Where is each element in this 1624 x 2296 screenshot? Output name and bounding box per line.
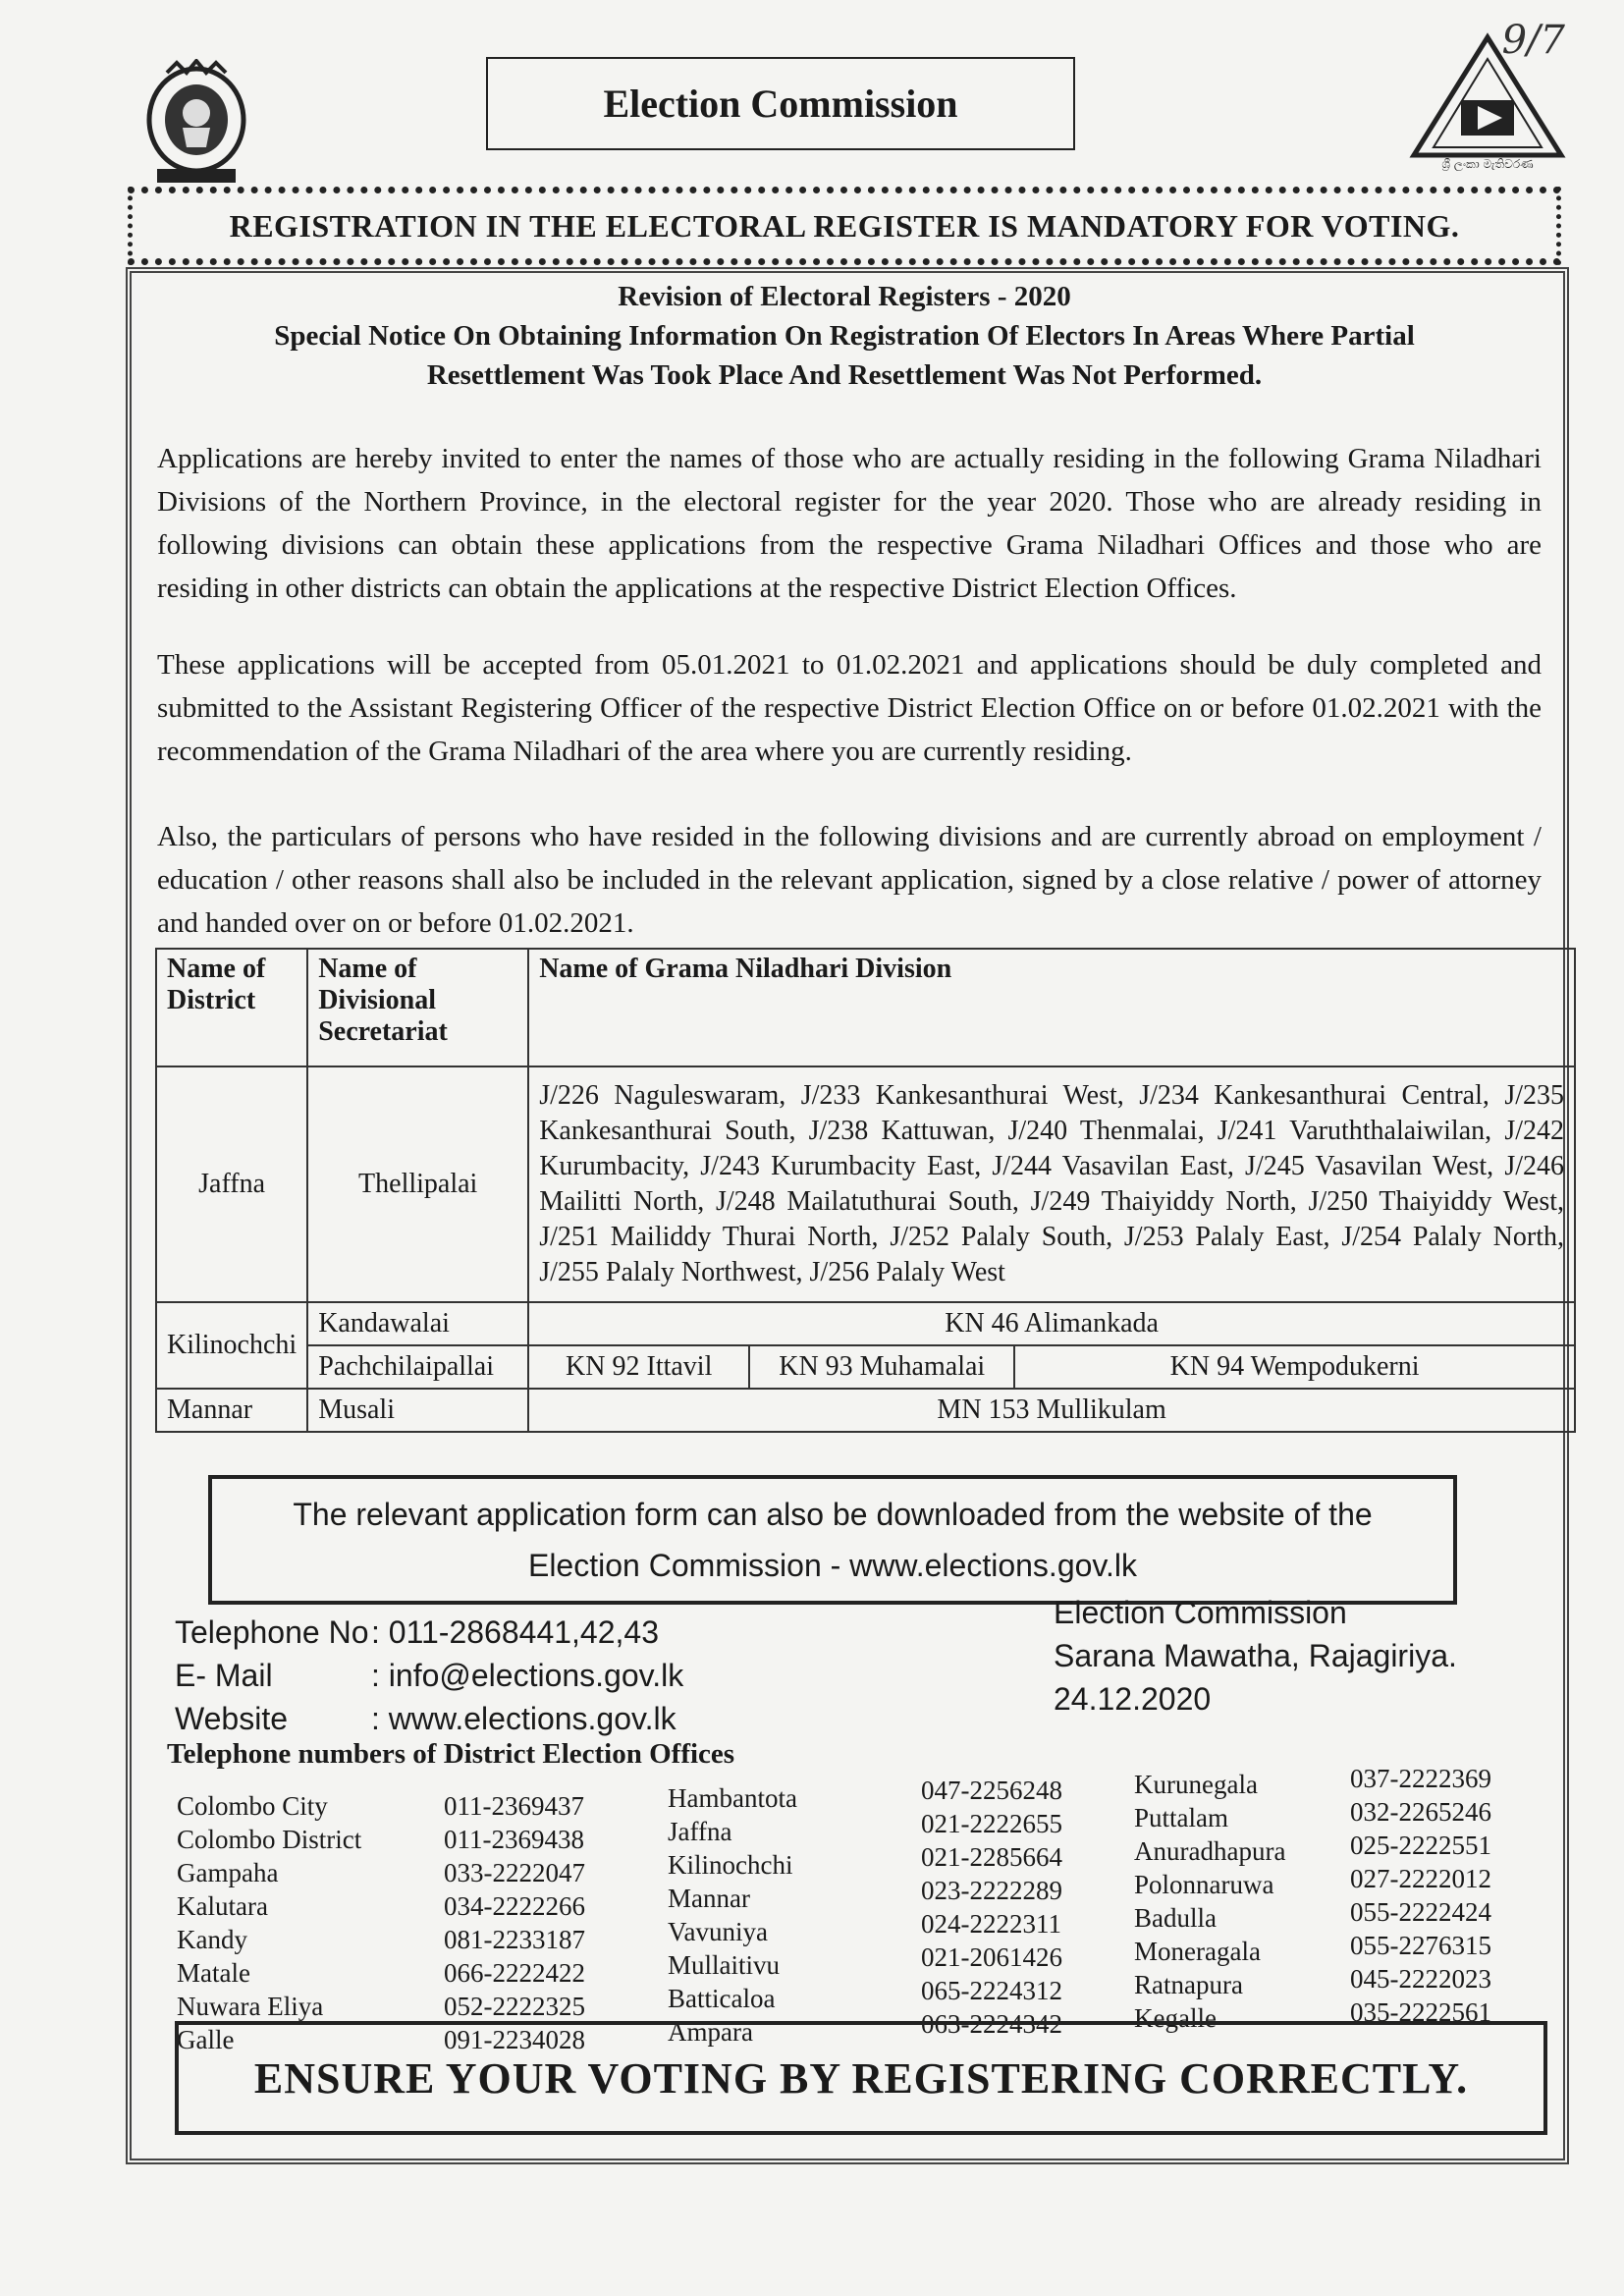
office-phones-col-3	[1350, 1762, 1546, 2029]
secretariat-kandawalai: Kandawalai	[307, 1302, 528, 1345]
divisions-jaffna: J/226 Naguleswaram, J/233 Kankesanthurai West, J/234 Kankesanthurai Central, J/235 Kankesanthurai South, J/238 Kattuwan, J/240 Thenmalai, J/241 Varuththalaiwilan, J/242 Kurumbacity, J/243 Kurumbacity East, J/244 Vasavilan East, J/245 Vasavilan West, J/246 Mailitti North, J/248 Mailatuthurai South, J/249 Thaiyiddy North, J/250 Thaiyiddy West, J/251 Mailiddy Thurai North, J/252 Palaly South, J/253 Palaly East, J/254 Palaly North, J/255 Palaly Northwest, J/256 Palaly West	[528, 1066, 1575, 1302]
office-phone: 055-2276315	[1350, 1931, 1491, 1960]
office-phone: 011-2369438	[444, 1825, 584, 1854]
paragraph-invitation: Applications are hereby invited to enter the names of those who are actually residing in the following Grama Niladhari Divisions of the Northern Province, in the electoral register for the year 2020. Those who are already residing in following divisions can obtain these applications from the respective Grama Niladhari Offices and those who are residing in other districts can obtain the applications at the respective District Election Offices.	[157, 443, 1542, 604]
office-phone: 033-2222047	[444, 1858, 585, 1887]
election-commission-logo	[1404, 29, 1571, 172]
office-phones-col-2	[921, 1774, 1117, 2041]
office-phone: 037-2222369	[1350, 1764, 1491, 1793]
district-kilinochchi: Kilinochchi	[156, 1302, 307, 1389]
office-name: Jaffna	[668, 1817, 732, 1846]
page-title: Election Commission	[486, 57, 1075, 150]
office-phone: 021-2222655	[921, 1809, 1062, 1838]
download-notice-box	[208, 1475, 1457, 1605]
office-phone: 047-2256248	[921, 1776, 1062, 1805]
office-phone: 034-2222266	[444, 1891, 585, 1921]
division-kn46: KN 46 Alimankada	[528, 1302, 1575, 1345]
page-number: 9/7	[1501, 18, 1565, 63]
office-name: Galle	[177, 2025, 235, 2054]
office-phone: 027-2222012	[1350, 1864, 1491, 1893]
table-row	[156, 1389, 1575, 1432]
secretariat-thellipalai: Thellipalai	[307, 1066, 528, 1302]
office-phone: 052-2222325	[444, 1992, 585, 2021]
office-name: Colombo District	[177, 1825, 362, 1854]
national-emblem-logo	[137, 59, 255, 196]
division-kn94: KN 94 Wempodukerni	[1014, 1345, 1575, 1389]
contact-block	[175, 1611, 683, 1740]
header-district: Name of District	[156, 949, 307, 1066]
division-mn153: MN 153 Mullikulam	[528, 1389, 1575, 1432]
table-row	[156, 1345, 1575, 1389]
office-name: Colombo City	[177, 1791, 328, 1821]
email-label: E- Mail	[175, 1658, 273, 1693]
notice-subtitle-1: Special Notice On Obtaining Information On Registration Of Electors In Areas Where Partial	[274, 320, 1415, 352]
telephone-label: Telephone No	[175, 1614, 369, 1650]
office-phone: 066-2222422	[444, 1958, 585, 1988]
notice-title: Revision of Electoral Registers - 2020	[618, 281, 1071, 312]
office-name: Mullaitivu	[668, 1950, 780, 1980]
office-name: Vavuniya	[668, 1917, 768, 1946]
email-value[interactable]: : info@elections.gov.lk	[371, 1658, 684, 1693]
district-jaffna: Jaffna	[156, 1066, 307, 1302]
office-name: Kurunegala	[1134, 1770, 1258, 1799]
office-name: Puttalam	[1134, 1803, 1228, 1832]
division-kn92: KN 92 Ittavil	[528, 1345, 749, 1389]
address-line1: Election Commission	[1054, 1595, 1347, 1630]
website-label: Website	[175, 1701, 289, 1736]
office-name: Ampara	[668, 2017, 753, 2047]
secretariat-musali: Musali	[307, 1389, 528, 1432]
office-phones-col-1	[444, 1789, 640, 2056]
office-name: Kilinochchi	[668, 1850, 793, 1880]
office-names-col-2	[668, 1781, 864, 2049]
address-line2: Sarana Mawatha, Rajagiriya.	[1054, 1638, 1457, 1673]
office-phone: 011-2369437	[444, 1791, 584, 1821]
website-value[interactable]: : www.elections.gov.lk	[371, 1701, 677, 1736]
telephone-value: : 011-2868441,42,43	[371, 1614, 659, 1650]
office-name: Badulla	[1134, 1903, 1217, 1933]
header-secretariat: Name of Divisional Secretariat	[307, 949, 528, 1066]
secretariat-pachchilaipallai: Pachchilaipallai	[307, 1345, 528, 1389]
office-name: Kalutara	[177, 1891, 268, 1921]
office-name: Ratnapura	[1134, 1970, 1243, 1999]
office-name: Polonnaruwa	[1134, 1870, 1274, 1899]
office-name: Batticaloa	[668, 1984, 776, 2013]
download-notice-line2: Election Commission - www.elections.gov.lk	[527, 1548, 1138, 1583]
office-phone: 021-2285664	[921, 1842, 1062, 1872]
district-mannar: Mannar	[156, 1389, 307, 1432]
logo-caption: ශ්‍රී ලංකා මැතිවරණ	[1441, 157, 1534, 171]
table-row	[156, 1302, 1575, 1345]
office-name: Hambantota	[668, 1783, 797, 1813]
office-name: Gampaha	[177, 1858, 279, 1887]
office-name: Anuradhapura	[1134, 1836, 1286, 1866]
table-row	[156, 1066, 1575, 1302]
table-header-row	[156, 949, 1575, 1066]
paragraph-deadline: These applications will be accepted from 05.01.2021 to 01.02.2021 and applications should be duly completed and submitted to the Assistant Registering Officer of the respective District Election Office on or before 01.02.2021 with the recommendation of the Grama Niladhari of the area where you are currently residing.	[157, 649, 1542, 767]
office-phone: 023-2222289	[921, 1876, 1062, 1905]
mandatory-banner: REGISTRATION IN THE ELECTORAL REGISTER IS MANDATORY FOR VOTING.	[128, 187, 1561, 265]
office-phone: 024-2222311	[921, 1909, 1061, 1939]
footer-slogan: ENSURE YOUR VOTING BY REGISTERING CORRECTLY.	[175, 2021, 1547, 2135]
office-phone: 065-2224312	[921, 1976, 1062, 2005]
office-phone: 081-2233187	[444, 1925, 585, 1954]
office-phone: 045-2222023	[1350, 1964, 1491, 1994]
office-name: Matale	[177, 1958, 250, 1988]
office-phone: 021-2061426	[921, 1942, 1062, 1972]
office-name: Nuwara Eliya	[177, 1992, 324, 2021]
address-block	[1054, 1591, 1457, 1721]
notice-subtitle-2: Resettlement Was Took Place And Resettlement Was Not Performed.	[426, 359, 1263, 391]
division-kn93: KN 93 Muhamalai	[749, 1345, 1014, 1389]
office-name: Kandy	[177, 1925, 247, 1954]
office-names-col-3	[1134, 1768, 1330, 2035]
office-phone: 035-2222561	[1350, 1997, 1491, 2027]
gn-division-table	[155, 948, 1576, 1433]
office-names-col-1	[177, 1789, 412, 2056]
office-phone: 032-2265246	[1350, 1797, 1491, 1827]
office-phone: 055-2222424	[1350, 1897, 1491, 1927]
office-name: Kegalle	[1134, 2003, 1217, 2033]
address-date: 24.12.2020	[1054, 1681, 1212, 1717]
paragraph-abroad: Also, the particulars of persons who have resided in the following divisions and are currently abroad on employment / education / other reasons shall also be included in the relevant application, signed by a close relative / power of attorney and handed over on or before 01.02.2021.	[157, 821, 1542, 939]
header-gn-division: Name of Grama Niladhari Division	[528, 949, 1575, 1066]
office-phone: 063-2224342	[921, 2009, 1062, 2039]
download-notice-line1: The relevant application form can also be downloaded from the website of the	[293, 1497, 1373, 1532]
office-name: Moneragala	[1134, 1937, 1261, 1966]
office-name: Mannar	[668, 1884, 750, 1913]
district-offices-heading: Telephone numbers of District Election Offices	[167, 1738, 735, 1770]
office-phone: 025-2222551	[1350, 1831, 1491, 1860]
office-phone: 091-2234028	[444, 2025, 585, 2054]
